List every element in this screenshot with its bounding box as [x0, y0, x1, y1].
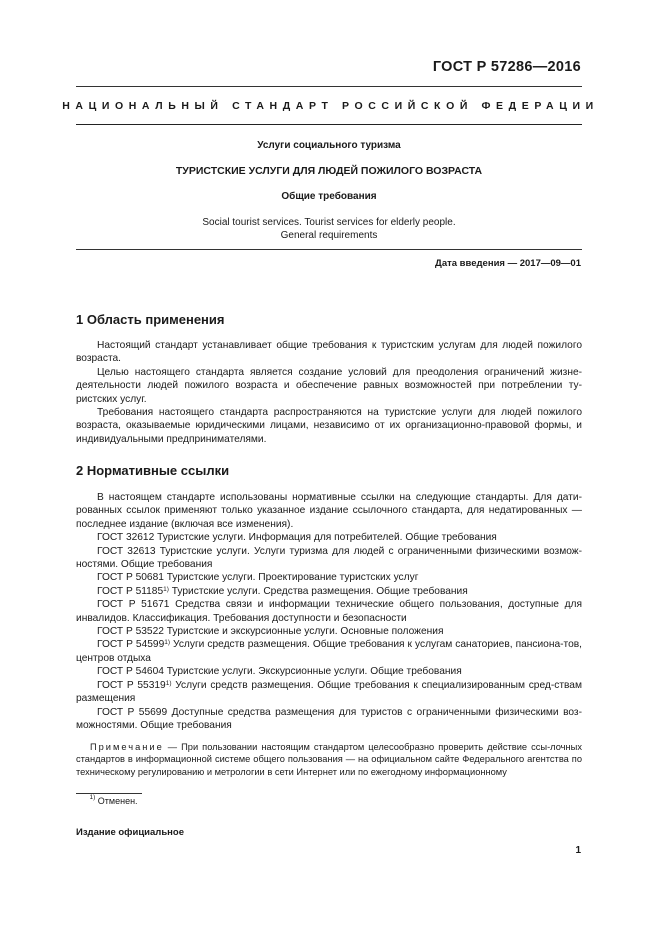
note-paragraph	[76, 741, 582, 778]
header-rule-top	[76, 86, 582, 87]
section-1-heading: 1 Область применения	[76, 312, 225, 327]
title-series: Услуги социального туризма	[257, 140, 401, 151]
reference-title: Туристские услуги. Средства размещения. Общие требования	[171, 585, 468, 597]
note-label: Примечание	[89, 742, 164, 752]
reference-code: ГОСТ Р 55319	[97, 679, 166, 691]
reference-code: ГОСТ 32613	[97, 545, 156, 557]
footnote-mark: 1)	[89, 794, 96, 801]
reference-item	[76, 585, 582, 598]
reference-item	[76, 665, 582, 678]
introduction-date: Дата введения — 2017—09—01	[435, 258, 581, 269]
page-number: 1	[575, 845, 581, 856]
reference-title: Туристские и экскурсионные услуги. Основные положения	[166, 626, 444, 638]
reference-code: ГОСТ Р 51671	[97, 599, 170, 611]
section-1-paragraph: Требования настоящего стандарта распространяются на туристские услуги для людей пожилого возраста, оказываемые юридическими лицами, независимо от их организационно-правовой формы, и индивидуальными предпринимателями.	[76, 407, 582, 445]
date-rule	[76, 249, 582, 250]
footnote	[76, 796, 138, 806]
reference-code: ГОСТ Р 50681	[97, 572, 164, 584]
title-english-line-2: General requirements	[280, 230, 378, 241]
footnote-text: Отменен.	[97, 796, 138, 806]
reference-item	[76, 545, 582, 572]
reference-item	[76, 706, 582, 733]
section-2-body	[76, 491, 582, 732]
reference-item	[76, 679, 582, 706]
reference-title: Доступные средства размещения для туристов с ограниченными физическими воз-можностями. Общие требования	[76, 706, 582, 731]
document-code: ГОСТ Р 57286—2016	[432, 59, 581, 75]
section-1-paragraph: Настоящий стандарт устанавливает общие требования к туристским услугам для людей пожилого возраста.	[76, 340, 582, 365]
reference-item	[76, 598, 582, 625]
reference-item	[76, 625, 582, 638]
reference-item	[76, 571, 582, 584]
title-main: ТУРИСТСКИЕ УСЛУГИ ДЛЯ ЛЮДЕЙ ПОЖИЛОГО ВОЗРАСТА	[175, 165, 483, 177]
title-english	[76, 216, 582, 242]
header-rule-bottom	[76, 124, 582, 125]
official-edition-label: Издание официальное	[76, 827, 184, 838]
reference-title: Средства связи и информации технические общего пользования, доступные для инвалидов. Классификация. Требования доступности и безопасности	[76, 599, 582, 624]
section-2-heading: 2 Нормативные ссылки	[76, 463, 230, 478]
title-subtitle: Общие требования	[281, 191, 377, 202]
reference-footnote-mark: 1)	[165, 679, 172, 687]
national-standard-banner: НАЦИОНАЛЬНЫЙ СТАНДАРТ РОССИЙСКОЙ ФЕДЕРАЦИИ	[62, 100, 599, 112]
reference-code: ГОСТ Р 54604	[97, 666, 164, 678]
reference-title: Туристские услуги. Экскурсионные услуги. Общие требования	[166, 666, 462, 678]
reference-title: Услуги средств размещения. Общие требования к услугам санаториев, пансиона-тов, центров отдыха	[76, 639, 582, 664]
reference-code: ГОСТ Р 51185	[97, 585, 164, 597]
footnote-separator	[76, 793, 142, 794]
reference-footnote-mark: 1)	[164, 639, 171, 647]
reference-item	[76, 531, 582, 544]
reference-title: Туристские услуги. Услуги туризма для людей с ограниченными физическими возмож-ностями. Общие требования	[76, 545, 582, 571]
note-text: — При пользовании настоящим стандартом целесообразно проверить действие ссы-лочных стандартов в информационной системе общего пользования — на официальном сайте Федерального агентства по техническому регулированию и метрологии в сети Интернет или по ежегодному информационному	[76, 742, 582, 777]
reference-footnote-mark: 1)	[163, 585, 169, 593]
reference-code: ГОСТ 32612	[97, 532, 155, 544]
reference-code: ГОСТ Р 53522	[97, 626, 164, 638]
section-2-intro: В настоящем стандарте использованы нормативные ссылки на следующие стандарты. Для дати-рованных ссылок применяют только указанное издание ссылочного стандарта, для недатированных — последнее издание (включая все изменения).	[76, 492, 582, 530]
section-1-body	[76, 339, 582, 446]
reference-code: ГОСТ Р 55699	[97, 706, 168, 718]
reference-item	[76, 638, 582, 665]
reference-title: Туристские услуги. Информация для потребителей. Общие требования	[157, 532, 497, 544]
section-1-paragraph: Целью настоящего стандарта является создание условий для преодоления ограничений жизне-деятельности людей пожилого возраста и обеспечение равных возможностей при потреблении ту-ристских услуг.	[76, 366, 582, 405]
reference-title: Услуги средств размещения. Общие требования к специализированным сред-ствам размещения	[76, 679, 582, 705]
title-english-line-1: Social tourist services. Tourist services for elderly people.	[202, 217, 456, 228]
reference-code: ГОСТ Р 54599	[97, 639, 165, 651]
reference-title: Туристские услуги. Проектирование туристских услуг	[166, 572, 419, 584]
